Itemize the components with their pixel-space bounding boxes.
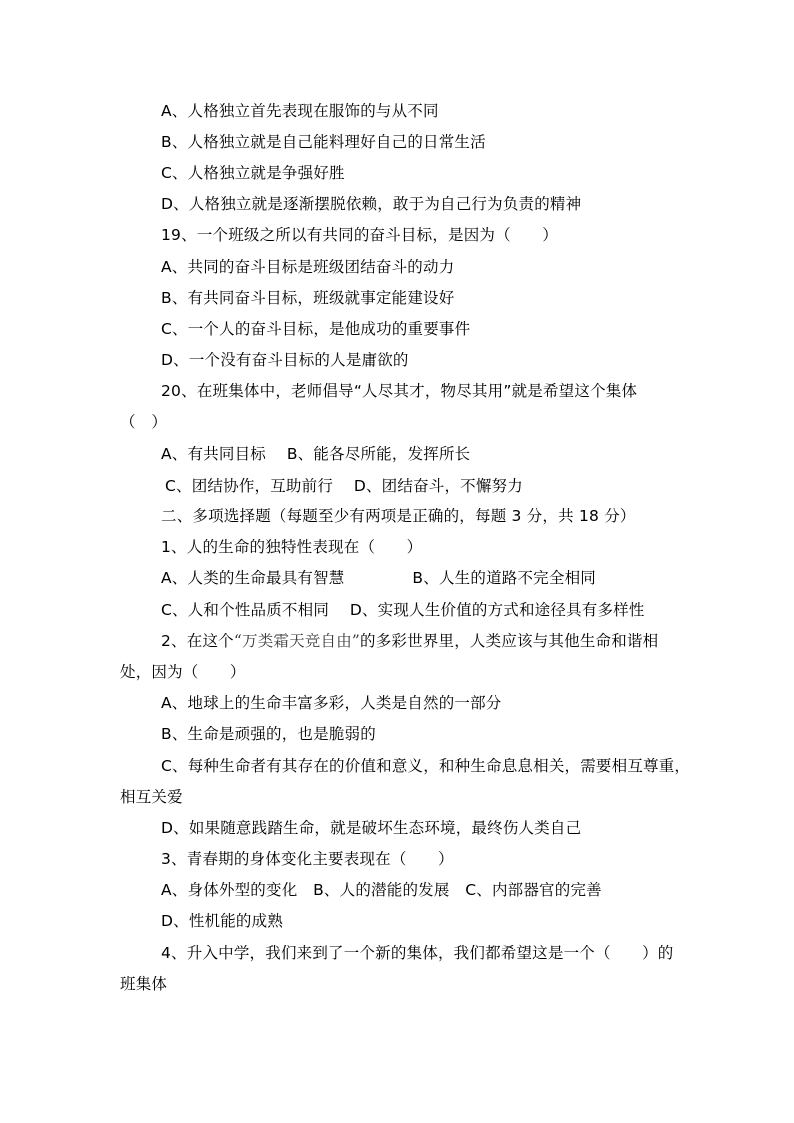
option-line: A、地球上的生命丰富多彩，人类是自然的一部分 <box>161 694 502 712</box>
option-line: D、人格独立就是逐渐摆脱依赖，敢于为自己行为负责的精神 <box>161 195 582 213</box>
question-line: 1、人的生命的独特性表现在（ ） <box>161 538 423 556</box>
question-line: 20、在班集体中，老师倡导“人尽其才，物尽其用”就是希望这个集体 <box>161 382 638 400</box>
option-line: A、身体外型的变化 B、人的潜能的发展 C、内部器官的完善 <box>161 881 602 899</box>
option-line: A、有共同目标 B、能各尽所能，发挥所长 <box>161 445 471 463</box>
option-line: C、一个人的奋斗目标，是他成功的重要事件 <box>161 320 471 338</box>
option-line: C、人格独立就是争强好胜 <box>161 164 345 182</box>
question-line: 3、青春期的身体变化主要表现在（ ） <box>161 850 454 868</box>
option-line: A、共同的奋斗目标是班级团结奋斗的动力 <box>161 258 455 276</box>
option-line: C、每种生命者有其存在的价值和意义，和种生命息息相关，需要相互尊重， <box>161 757 691 775</box>
option-line: D、一个没有奋斗目标的人是庸欲的 <box>161 351 409 369</box>
question-text: 2、在这个 <box>161 632 234 650</box>
question-text: 的多彩世界里，人类应该与其他生命和谐相 <box>360 632 659 650</box>
option-line: D、性机能的成熟 <box>161 912 284 930</box>
quoted-poem: “万类霜天竞自由” <box>233 632 361 650</box>
option-line: C、团结协作，互助前行 D、团结奋斗，不懈努力 <box>165 477 523 495</box>
option-line: B、生命是顽强的，也是脆弱的 <box>161 725 376 743</box>
option-line: A、人类的生命最具有智慧 B、人生的道路不完全相同 <box>161 569 596 587</box>
question-continuation: 班集体 <box>120 975 168 993</box>
option-continuation: 相互关爱 <box>120 788 183 806</box>
option-line: B、人格独立就是自己能料理好自己的日常生活 <box>161 133 486 151</box>
option-line: D、如果随意践踏生命，就是破坏生态环境，最终伤人类自己 <box>161 819 582 837</box>
question-line <box>161 631 658 651</box>
option-line: B、有共同奋斗目标，班级就事定能建设好 <box>161 289 455 307</box>
section-heading: 二、多项选择题（每题至少有两项是正确的，每题 3 分，共 18 分） <box>161 507 636 525</box>
question-line: 4、升入中学，我们来到了一个新的集体，我们都希望这是一个（ ）的 <box>161 944 674 962</box>
question-line: 19、一个班级之所以有共同的奋斗目标，是因为（ ） <box>161 226 558 244</box>
option-line: C、人和个性品质不相同 D、实现人生价值的方式和途径具有多样性 <box>161 601 645 619</box>
question-continuation: 处，因为（ ） <box>120 663 246 681</box>
option-line: A、人格独立首先表现在服饰的与从不同 <box>161 102 439 120</box>
question-continuation: （ ） <box>120 413 168 431</box>
